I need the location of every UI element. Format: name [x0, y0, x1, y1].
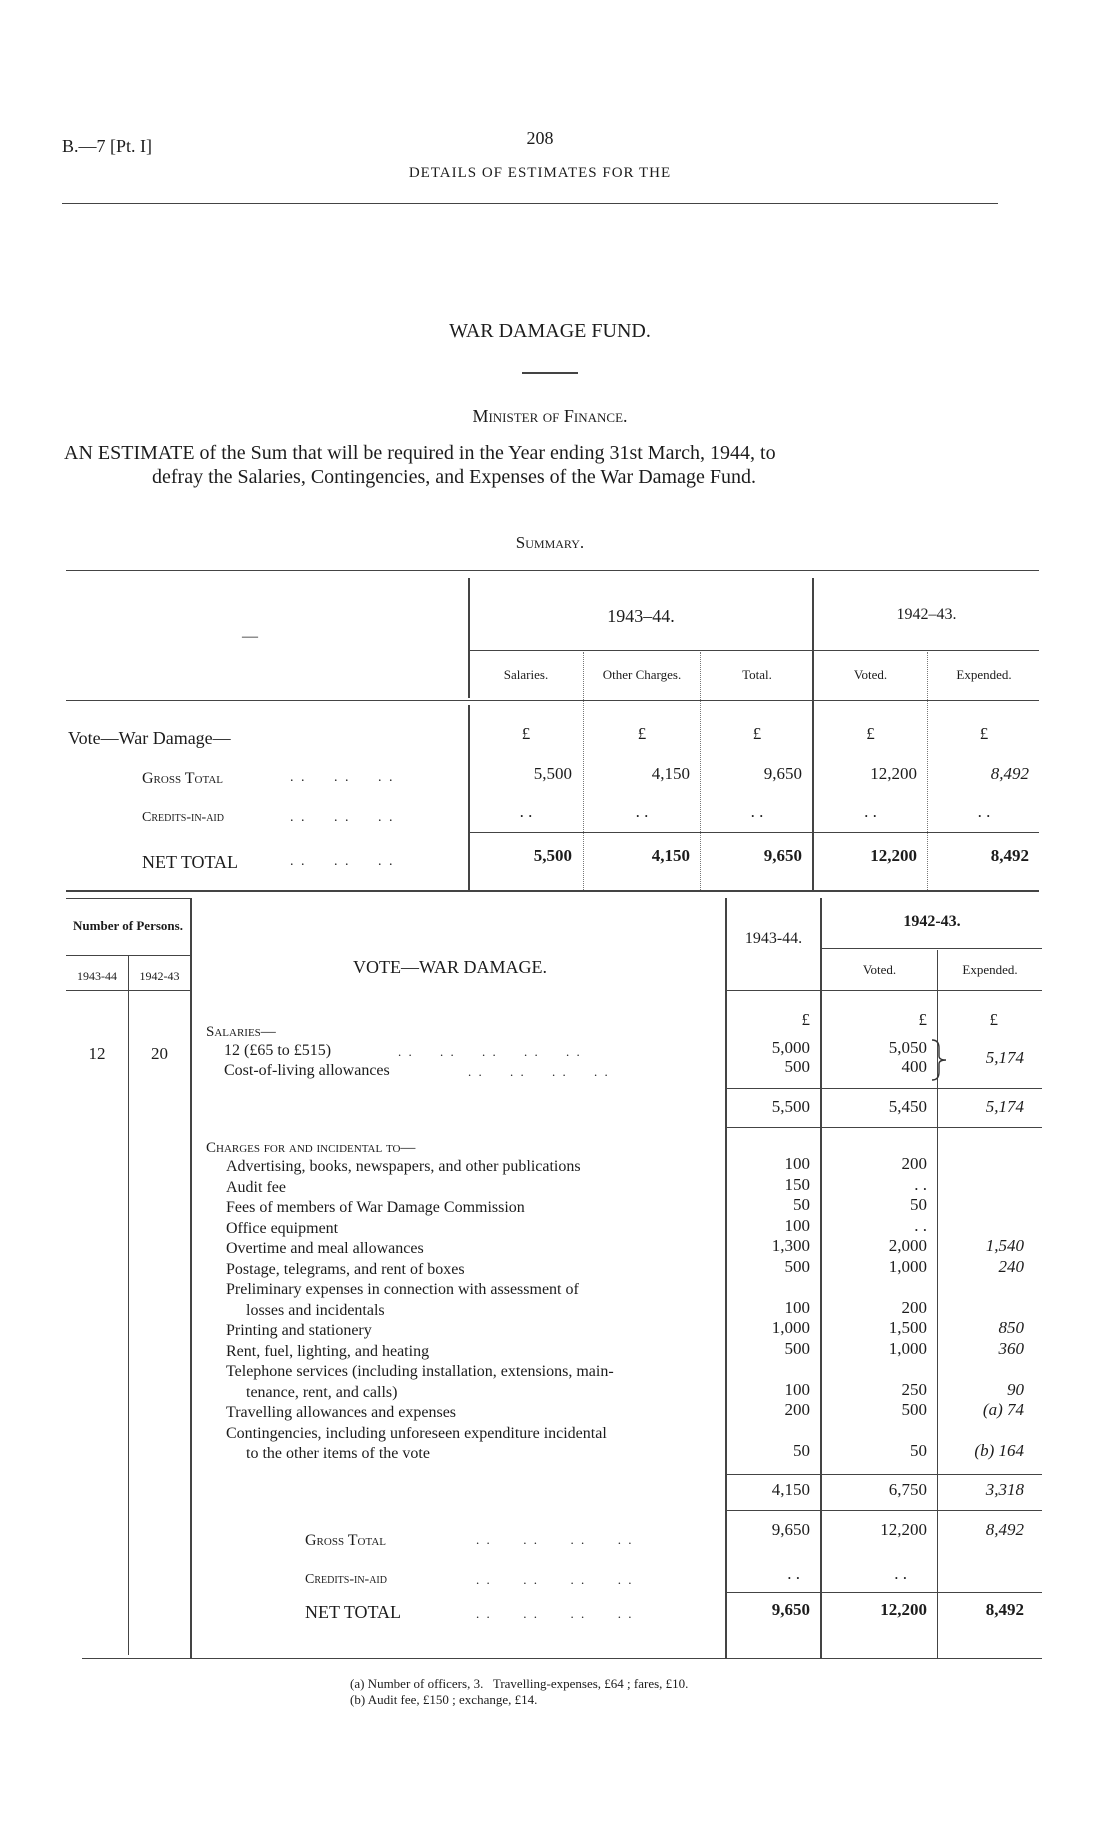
charge-item-voted: . .	[914, 1174, 927, 1194]
detail-gross-current: 9,650	[771, 1520, 810, 1539]
charge-item-voted: 50	[910, 1195, 927, 1214]
persons-year-rule	[66, 990, 190, 991]
summary-subhead-rule	[470, 650, 1039, 651]
summary-group-1942: 1942–43.	[896, 606, 957, 623]
header-rule	[62, 203, 998, 204]
salary-item-current: 500	[784, 1057, 810, 1076]
summary-net-dots: . . . . . .	[290, 854, 395, 869]
summary-bottom-rule	[66, 890, 1039, 892]
summary-title: Summary.	[515, 533, 585, 552]
summary-col-expended: Expended.	[956, 667, 1012, 682]
salaries-expended-combined: 5,174	[985, 1048, 1024, 1067]
salaries-subtotal-bottom-rule	[727, 1127, 1042, 1128]
summary-col-total: Total.	[742, 667, 772, 682]
summary-credits-salaries: . .	[519, 802, 533, 821]
summary-currency: £	[866, 724, 875, 743]
salaries-subtotal-rule	[727, 1088, 1042, 1089]
summary-credits-expended: . .	[977, 802, 991, 821]
estimate-line-1: AN ESTIMATE of the Sum that will be required in the Year ending 31st March, 1944, to	[64, 442, 776, 464]
detail-credits-voted: . .	[894, 1564, 907, 1583]
charge-item-label: Overtime and meal allowances	[226, 1240, 424, 1257]
charge-item-voted: 200	[901, 1154, 927, 1173]
detail-top-rule-left	[66, 898, 190, 899]
summary-net-expended: 8,492	[990, 846, 1029, 865]
summary-net-other: 4,150	[651, 846, 690, 865]
salary-item-label: Cost-of-living allowances	[224, 1062, 390, 1079]
charge-item-label: Advertising, books, newspapers, and other publications	[226, 1158, 581, 1175]
summary-currency: £	[979, 724, 989, 743]
charge-item-label: Preliminary expenses in connection with assessment of	[226, 1281, 579, 1298]
summary-group-1943: 1943–44.	[607, 606, 675, 626]
charge-item-current: 200	[784, 1400, 810, 1419]
charge-item-voted: 2,000	[888, 1236, 927, 1255]
charge-item-label: Telephone services (including installation, extensions, main-	[226, 1363, 614, 1380]
summary-net-rule	[470, 832, 1039, 833]
summary-gross-label: Gross Total	[142, 770, 224, 787]
summary-gross-other: 4,150	[651, 764, 690, 783]
salary-item-voted: 400	[901, 1057, 927, 1076]
summary-credits-dots: . . . . . .	[290, 810, 395, 825]
charge-item-label: Printing and stationery	[226, 1322, 372, 1339]
charges-subtotal-current: 4,150	[771, 1480, 810, 1499]
summary-credits-label: Credits-in-aid	[142, 810, 224, 825]
detail-net-expended: 8,492	[985, 1600, 1024, 1619]
charge-item-label: Rent, fuel, lighting, and heating	[226, 1342, 430, 1360]
summary-gross-dots: . . . . . .	[290, 770, 395, 785]
summary-net-salaries: 5,500	[533, 846, 572, 865]
detail-gross-voted: 12,200	[880, 1520, 927, 1539]
detail-bottom-rule	[82, 1658, 1042, 1659]
persons-1942-value: 20	[151, 1044, 168, 1063]
detail-col-1942-rule	[822, 948, 1042, 949]
salaries-subtotal-expended: 5,174	[985, 1097, 1024, 1116]
detail-credits-current: . .	[787, 1564, 800, 1583]
charge-item-expended: 1,540	[985, 1236, 1024, 1255]
summary-currency: £	[637, 724, 647, 743]
charge-item-current: 100	[784, 1215, 810, 1235]
summary-col-salaries: Salaries.	[503, 667, 549, 682]
detail-currency-current: £	[801, 1010, 810, 1029]
footnote-b: (b) Audit fee, £150 ; exchange, £14.	[350, 1692, 538, 1707]
charge-item-current: 500	[784, 1338, 810, 1358]
charges-subtotal-rule	[727, 1474, 1042, 1475]
charge-item-current: 100	[784, 1154, 810, 1173]
charge-item-label: Contingencies, including unforeseen expenditure incidental	[226, 1424, 607, 1442]
detail-col-expended: Expended.	[962, 962, 1018, 977]
summary-credits-total: . .	[750, 802, 764, 821]
charge-item-current: 1,000	[771, 1318, 810, 1337]
charge-item-label: tenance, rent, and calls)	[246, 1383, 398, 1401]
detail-vote-title: VOTE—WAR DAMAGE.	[353, 957, 547, 977]
charge-item-current: 50	[793, 1441, 810, 1460]
summary-divider-2	[700, 652, 701, 890]
charge-item-voted: 500	[901, 1400, 927, 1419]
charge-item-voted: 1,500	[888, 1318, 927, 1337]
summary-currency: £	[521, 724, 531, 743]
charge-item-current: 500	[784, 1256, 810, 1276]
charge-item-voted: 1,000	[888, 1338, 927, 1358]
page-number: 208	[526, 128, 554, 148]
summary-divider-3	[927, 652, 928, 890]
charge-item-expended: 360	[998, 1338, 1024, 1358]
charge-item-label: Travelling allowances and expenses	[226, 1404, 457, 1421]
title-rule	[522, 372, 578, 374]
summary-net-total: 9,650	[763, 846, 802, 865]
charges-subtotal-bottom-rule	[727, 1510, 1042, 1511]
detail-currency-expended: £	[989, 1010, 998, 1029]
charge-item-label: losses and incidentals	[246, 1301, 385, 1319]
summary-credits-voted: . .	[864, 802, 877, 821]
detail-credits-dots: . . . . . . . .	[476, 1572, 634, 1587]
charge-item-current: 1,300	[771, 1236, 810, 1255]
charge-item-expended: 240	[998, 1256, 1024, 1276]
charges-subtotal-voted: 6,750	[888, 1480, 927, 1499]
summary-gross-total: 9,650	[763, 764, 802, 783]
charges-subtotal-expended: 3,318	[985, 1480, 1024, 1499]
fund-title: WAR DAMAGE FUND.	[449, 320, 651, 342]
page-reference: B.—7 [Pt. I]	[62, 136, 152, 156]
persons-year-1942: 1942-43	[139, 969, 180, 983]
persons-header: Number of Persons.	[73, 918, 183, 933]
summary-currency: £	[752, 724, 762, 743]
charge-item-voted: 50	[910, 1441, 927, 1460]
salaries-subtotal-voted: 5,450	[888, 1097, 927, 1116]
minister: Minister of Finance.	[472, 406, 628, 426]
salary-item-label: 12 (£65 to £515)	[224, 1042, 332, 1059]
detail-col-voted: Voted.	[862, 962, 897, 977]
detail-net-voted: 12,200	[880, 1600, 927, 1619]
detail-net-dots: . . . . . . . .	[476, 1606, 634, 1621]
summary-head-bottom-rule	[66, 700, 1039, 701]
summary-net-label: NET TOTAL	[142, 852, 239, 872]
salary-item-dots: . . . . . . . .	[468, 1064, 610, 1079]
summary-col-other-charges: Other Charges.	[602, 667, 682, 682]
persons-1943-value: 12	[88, 1044, 106, 1063]
summary-net-voted: 12,200	[870, 846, 917, 865]
detail-divider-left	[190, 898, 192, 1658]
charge-item-current: 100	[784, 1297, 810, 1317]
charge-item-voted: 200	[901, 1297, 927, 1317]
detail-currency-voted: £	[918, 1010, 927, 1029]
salaries-subtotal-current: 5,500	[771, 1097, 810, 1116]
charge-item-current: 150	[784, 1174, 810, 1194]
detail-gross-dots: . . . . . . . .	[476, 1532, 634, 1547]
charge-item-label: to the other items of the vote	[246, 1445, 430, 1462]
summary-credits-other: . .	[635, 802, 649, 821]
charge-item-label: Office equipment	[226, 1219, 339, 1237]
detail-credits-label: Credits-in-aid	[305, 1572, 387, 1587]
charge-item-label: Postage, telegrams, and rent of boxes	[226, 1260, 465, 1278]
detail-gross-label: Gross Total	[305, 1532, 387, 1549]
estimate-line-2-text: defray the Salaries, Contingencies, and Expenses of the War Damage Fund.	[152, 466, 756, 488]
charge-item-expended: (b) 164	[974, 1441, 1024, 1460]
salary-item-voted: 5,050	[888, 1038, 927, 1057]
persons-year-1943: 1943-44	[77, 969, 117, 983]
footnote-a: (a) Number of officers, 3. Travelling-expenses, £64 ; fares, £10.	[350, 1676, 689, 1691]
detail-header-bottom-rule	[727, 990, 1042, 991]
detail-col-1942: 1942-43.	[903, 913, 961, 930]
charge-item-current: 50	[793, 1195, 810, 1214]
detail-gross-expended: 8,492	[985, 1520, 1024, 1539]
summary-gross-salaries: 5,500	[533, 764, 572, 783]
detail-col-1943: 1943-44.	[744, 930, 803, 947]
detail-net-rule	[727, 1592, 1042, 1593]
estimate-line-2	[152, 466, 1052, 489]
salary-item-dots: . . . . . . . . . .	[398, 1044, 582, 1059]
persons-header-rule	[66, 955, 190, 956]
summary-vote-label: Vote—War Damage—	[68, 728, 231, 748]
charge-item-voted: . .	[914, 1215, 927, 1235]
charge-item-expended: 90	[1007, 1379, 1024, 1399]
brace-icon	[930, 1038, 948, 1082]
charge-item-voted: 250	[901, 1379, 927, 1399]
charge-item-voted: 1,000	[888, 1256, 927, 1276]
charge-item-expended: 850	[998, 1318, 1024, 1337]
detail-net-current: 9,650	[771, 1600, 810, 1619]
charge-item-label: Fees of members of War Damage Commission	[226, 1199, 525, 1216]
running-title: DETAILS OF ESTIMATES FOR THE	[408, 165, 672, 181]
salary-item-current: 5,000	[771, 1038, 810, 1057]
summary-gross-voted: 12,200	[870, 764, 917, 783]
charges-heading: Charges for and incidental to—	[206, 1140, 416, 1156]
summary-dash: —	[242, 628, 258, 645]
summary-col-voted: Voted.	[853, 667, 888, 682]
detail-net-label: NET TOTAL	[305, 1602, 402, 1622]
salaries-heading: Salaries—	[206, 1024, 276, 1040]
summary-gross-expended: 8,492	[990, 764, 1029, 783]
summary-top-rule	[66, 570, 1039, 571]
charge-item-label: Audit fee	[226, 1178, 286, 1196]
charge-item-expended: (a) 74	[982, 1400, 1024, 1419]
charge-item-current: 100	[784, 1379, 810, 1399]
